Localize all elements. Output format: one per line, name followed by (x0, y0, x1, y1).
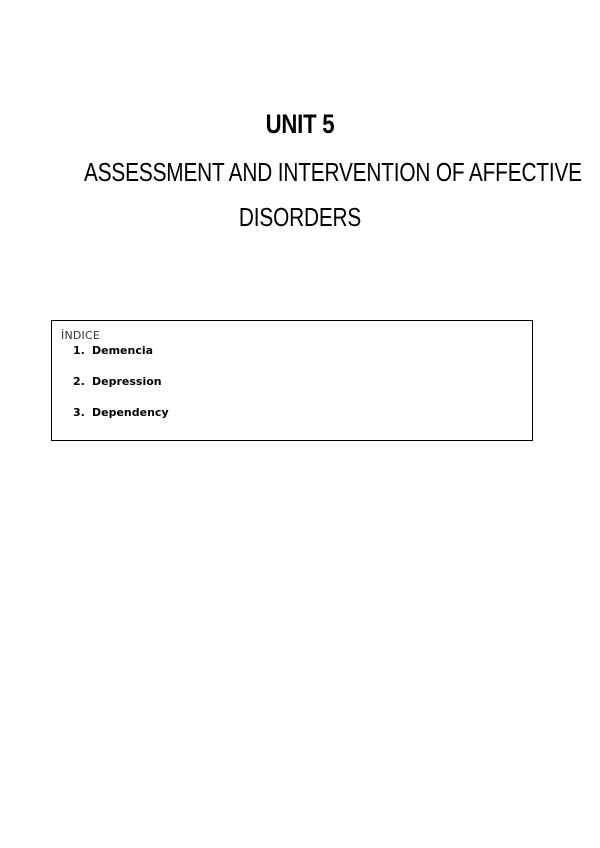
index-item-label: Dependency (92, 406, 169, 419)
document-title-line-2: DISORDERS (238, 202, 362, 232)
index-item-label: Demencia (92, 344, 154, 357)
unit-title: UNIT 5 (265, 109, 335, 139)
index-item-number: 2. (73, 375, 85, 388)
index-item-number: 1. (73, 344, 85, 357)
index-box (51, 320, 533, 441)
index-item-number: 3. (73, 406, 85, 419)
index-heading: ÍNDICE (61, 329, 101, 342)
document-title-line-1: ASSESSMENT AND INTERVENTION OF AFFECTIVE (84, 157, 582, 187)
index-item-label: Depression (92, 375, 162, 388)
document-title (84, 150, 582, 240)
